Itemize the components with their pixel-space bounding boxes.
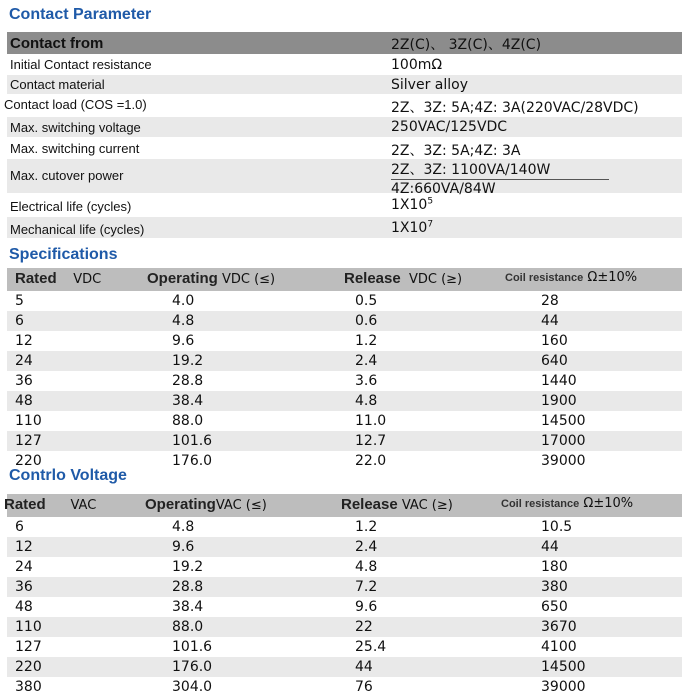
- parameter-value: [391, 34, 541, 54]
- operating-cell: 9.6: [172, 333, 195, 349]
- release-cell: 25.4: [355, 639, 387, 655]
- release-cell: 22: [355, 619, 373, 635]
- release-cell: 4.8: [355, 393, 378, 409]
- rated-cell: 220: [15, 453, 42, 469]
- control-voltage-table: [4, 494, 682, 697]
- parameter-value-secondary: 4Z:660VA/84W: [391, 179, 609, 197]
- parameter-value-text: 2Z、3Z: 5A;4Z: 3A: [391, 143, 521, 159]
- parameter-value-text: 2Z、3Z: 5A;4Z: 3A(220VAC/28VDC): [391, 100, 639, 116]
- table-row: [7, 331, 682, 351]
- rated-cell: 12: [15, 333, 33, 349]
- header-rated: Rated VAC: [4, 496, 97, 513]
- release-cell: 76: [355, 679, 373, 695]
- coil-resistance-cell: 17000: [541, 433, 586, 449]
- parameter-value-text: 100mΩ: [391, 57, 443, 73]
- operating-cell: 19.2: [172, 559, 204, 575]
- contact-parameter-row: [4, 95, 682, 117]
- rated-cell: 5: [15, 293, 24, 309]
- table-row: [7, 577, 682, 597]
- operating-cell: 28.8: [172, 579, 204, 595]
- contact-parameter-row: [7, 117, 682, 138]
- parameter-label: Initial Contact resistance: [10, 57, 152, 72]
- table-row: [7, 597, 682, 617]
- rated-cell: 36: [15, 373, 33, 389]
- operating-cell: 38.4: [172, 599, 204, 615]
- table-row: [7, 657, 682, 677]
- release-cell: 7.2: [355, 579, 378, 595]
- coil-resistance-cell: 10.5: [541, 519, 573, 535]
- table-row: [7, 557, 682, 577]
- header-coil-resistance: Coil resistance Ω±10%: [501, 496, 634, 511]
- operating-cell: 176.0: [172, 659, 213, 675]
- parameter-value-text: 2Z(C)、 3Z(C)、4Z(C): [391, 37, 542, 53]
- parameter-value: [391, 220, 433, 236]
- parameter-value: [391, 57, 442, 73]
- table-row: [7, 411, 682, 431]
- coil-resistance-cell: 44: [541, 539, 559, 555]
- rated-cell: 127: [15, 639, 42, 655]
- rated-cell: 48: [15, 393, 33, 409]
- operating-cell: 9.6: [172, 539, 195, 555]
- parameter-label: Max. switching current: [10, 141, 140, 156]
- release-cell: 9.6: [355, 599, 378, 615]
- release-cell: 1.2: [355, 333, 378, 349]
- parameter-label: Mechanical life (cycles): [10, 222, 145, 237]
- coil-resistance-cell: 39000: [541, 679, 586, 695]
- rated-cell: 127: [15, 433, 42, 449]
- operating-cell: 19.2: [172, 353, 204, 369]
- rated-cell: 24: [15, 559, 33, 575]
- rated-cell: 24: [15, 353, 33, 369]
- operating-cell: 304.0: [172, 679, 213, 695]
- table-row: [7, 431, 682, 451]
- coil-resistance-cell: 3670: [541, 619, 577, 635]
- release-cell: 22.0: [355, 453, 387, 469]
- coil-resistance-cell: 180: [541, 559, 568, 575]
- parameter-label: Max. switching voltage: [10, 120, 141, 135]
- table-row: [7, 371, 682, 391]
- parameter-value: [391, 197, 433, 213]
- release-cell: 11.0: [355, 413, 387, 429]
- coil-resistance-cell: 39000: [541, 453, 586, 469]
- table-row: [7, 311, 682, 331]
- rated-cell: 12: [15, 539, 33, 555]
- parameter-value-text: 1X10: [391, 197, 428, 213]
- rated-cell: 6: [15, 313, 24, 329]
- contact-parameter-row: [7, 32, 682, 55]
- rated-cell: 48: [15, 599, 33, 615]
- parameter-value: [391, 119, 507, 135]
- control-voltage-header-row: [4, 494, 682, 517]
- coil-resistance-cell: 640: [541, 353, 568, 369]
- operating-cell: 88.0: [172, 413, 204, 429]
- rated-cell: 110: [15, 619, 42, 635]
- header-release: Release VDC (≥): [344, 270, 463, 287]
- contact-parameter-row: [7, 138, 682, 159]
- operating-cell: 4.8: [172, 313, 195, 329]
- coil-resistance-cell: 1440: [541, 373, 577, 389]
- parameter-label: Electrical life (cycles): [10, 199, 132, 214]
- table-row: [7, 291, 682, 311]
- release-cell: 44: [355, 659, 373, 675]
- operating-cell: 101.6: [172, 433, 213, 449]
- release-cell: 0.5: [355, 293, 378, 309]
- table-row: [7, 637, 682, 657]
- coil-resistance-cell: 14500: [541, 659, 586, 675]
- parameter-label: Contact material: [10, 77, 105, 92]
- header-coil-resistance: Coil resistance Ω±10%: [505, 270, 638, 285]
- release-cell: 3.6: [355, 373, 378, 389]
- contact-parameter-row: [7, 217, 682, 239]
- rated-cell: 380: [15, 679, 42, 695]
- coil-resistance-cell: 160: [541, 333, 568, 349]
- contact-parameter-heading: Contact Parameter: [9, 6, 152, 23]
- table-row: [7, 537, 682, 557]
- operating-cell: 176.0: [172, 453, 213, 469]
- operating-cell: 38.4: [172, 393, 204, 409]
- coil-resistance-cell: 380: [541, 579, 568, 595]
- release-cell: 0.6: [355, 313, 378, 329]
- operating-cell: 4.0: [172, 293, 195, 309]
- table-row: [7, 391, 682, 411]
- header-release: Release VAC (≥): [341, 496, 453, 513]
- contact-parameter-row: [7, 159, 682, 197]
- release-cell: 4.8: [355, 559, 378, 575]
- specifications-table: [7, 268, 682, 471]
- release-cell: 2.4: [355, 539, 378, 555]
- specifications-header-row: [7, 268, 682, 291]
- coil-resistance-cell: 44: [541, 313, 559, 329]
- operating-cell: 28.8: [172, 373, 204, 389]
- parameter-value: [391, 140, 521, 160]
- coil-resistance-cell: 650: [541, 599, 568, 615]
- table-row: [7, 351, 682, 371]
- exponent: 5: [427, 196, 434, 207]
- operating-cell: 4.8: [172, 519, 195, 535]
- parameter-value: [391, 97, 639, 117]
- rated-cell: 36: [15, 579, 33, 595]
- header-operating: OperatingVAC (≤): [145, 496, 267, 513]
- coil-resistance-cell: 1900: [541, 393, 577, 409]
- parameter-value-text: 250VAC/125VDC: [391, 119, 508, 135]
- release-cell: 2.4: [355, 353, 378, 369]
- rated-cell: 6: [15, 519, 24, 535]
- contact-parameter-row: [7, 75, 682, 95]
- parameter-label: Contact from: [10, 35, 104, 52]
- operating-cell: 88.0: [172, 619, 204, 635]
- release-cell: 1.2: [355, 519, 378, 535]
- exponent: 7: [427, 219, 434, 230]
- coil-resistance-cell: 4100: [541, 639, 577, 655]
- parameter-value: [391, 159, 609, 197]
- coil-resistance-cell: 14500: [541, 413, 586, 429]
- control-voltage-heading: Contrlo Voltage: [9, 467, 127, 484]
- contact-parameter-row: [7, 55, 682, 75]
- parameter-value: [391, 77, 468, 93]
- parameter-value-text: 2Z、3Z: 1100VA/140W: [391, 162, 551, 178]
- rated-cell: 220: [15, 659, 42, 675]
- header-rated: Rated VDC: [15, 270, 102, 287]
- coil-resistance-cell: 28: [541, 293, 559, 309]
- table-row: [7, 617, 682, 637]
- table-row: [7, 517, 682, 537]
- parameter-value-text: 1X10: [391, 220, 428, 236]
- parameter-label: Max. cutover power: [10, 168, 124, 183]
- contact-parameter-row: [7, 194, 682, 217]
- parameter-label: Contact load (COS =1.0): [4, 97, 147, 112]
- release-cell: 12.7: [355, 433, 387, 449]
- rated-cell: 110: [15, 413, 42, 429]
- specifications-heading: Specifications: [9, 246, 118, 263]
- table-row: [7, 677, 682, 697]
- contact-parameter-table: [4, 32, 682, 239]
- operating-cell: 101.6: [172, 639, 213, 655]
- header-operating: Operating VDC (≤): [147, 270, 276, 287]
- parameter-value-text: Silver alloy: [391, 77, 468, 93]
